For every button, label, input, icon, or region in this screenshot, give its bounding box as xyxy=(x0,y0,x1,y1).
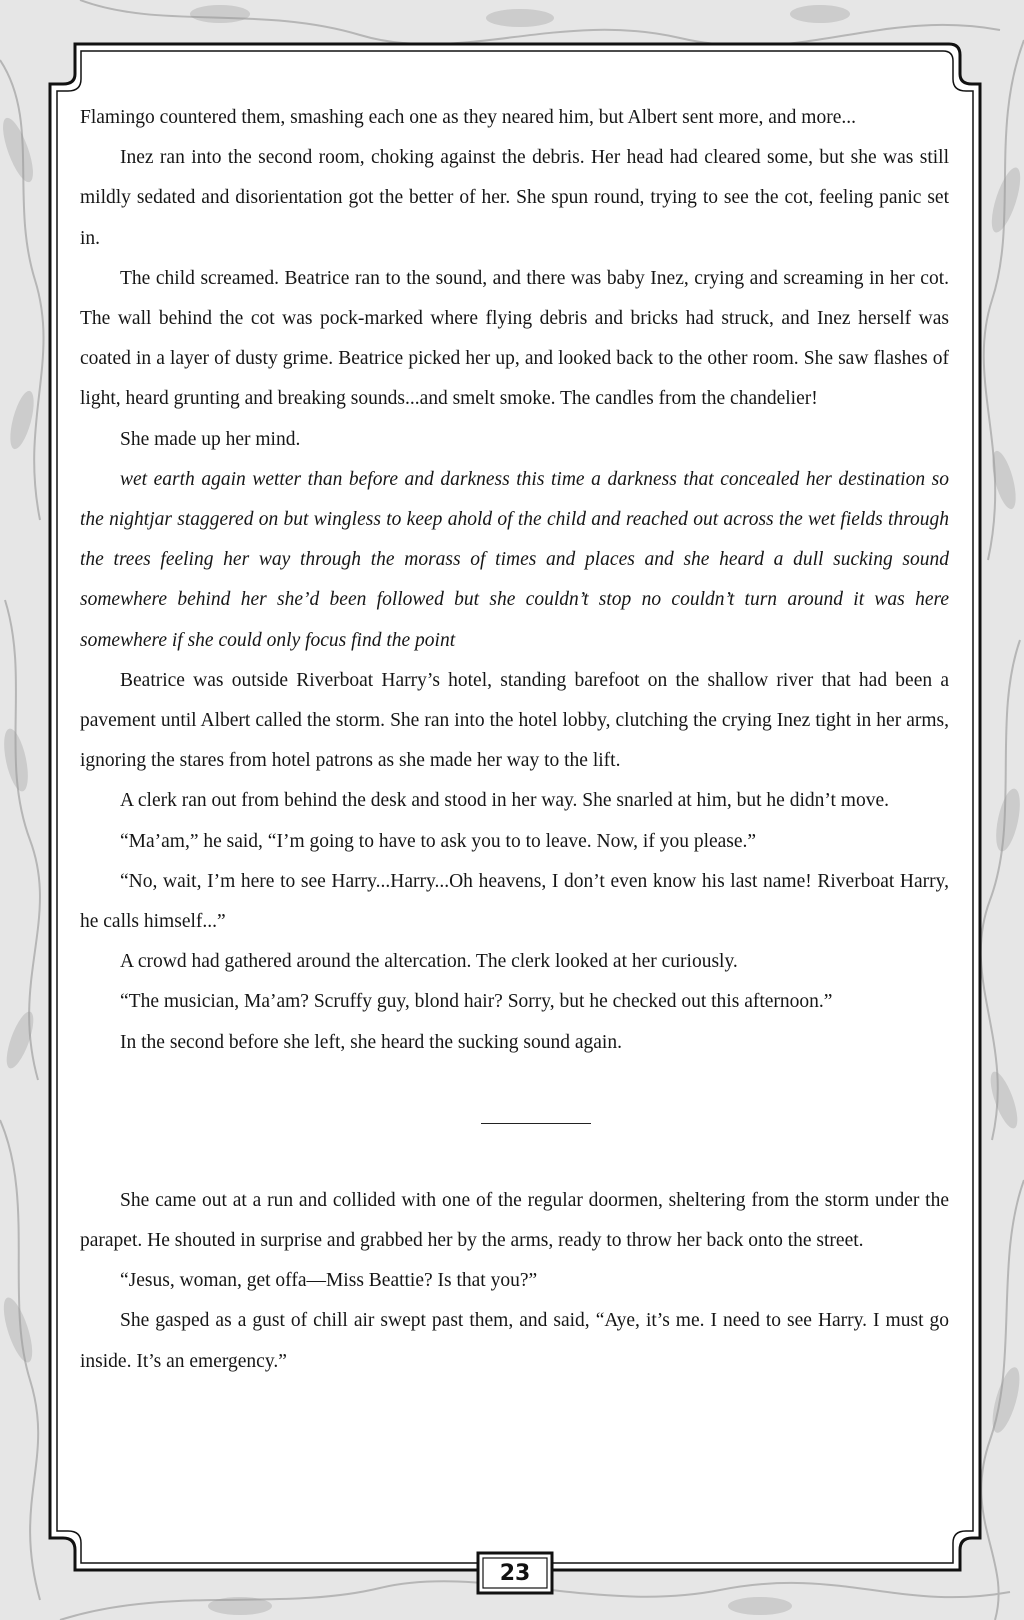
paragraph: “No, wait, I’m here to see Harry...Harry...Oh heavens, I don’t even know his last name! Riverboat Harry, he calls himself...” xyxy=(80,870,949,933)
paragraph: She made up her mind. xyxy=(120,428,301,450)
paragraph: “The musician, Ma’am? Scruffy guy, blond hair? Sorry, but he checked out this afternoon.” xyxy=(120,991,833,1013)
story-text xyxy=(80,98,949,1382)
paragraphs-before-break xyxy=(80,98,949,1063)
paragraph: Flamingo countered them, smashing each one as they neared him, but Albert sent more, and more... xyxy=(80,107,857,128)
paragraph: Inez ran into the second room, choking against the debris. Her head had cleared some, but she was still mildly sedated and disorientation got the better of her. She spun round, trying to see the cot, feeling panic set in. xyxy=(80,147,949,249)
paragraph: Beatrice was outside Riverboat Harry’s hotel, standing barefoot on the shallow river that had been a pavement until Albert called the storm. She ran into the hotel lobby, clutching the crying Inez tight in her arms, ignoring the stares from hotel patrons as she made her way to the lift. xyxy=(80,669,949,772)
paragraph: She came out at a run and collided with one of the regular doormen, sheltering from the storm under the parapet. He shouted in surprise and grabbed her by the arms, ready to throw her back onto the street. xyxy=(80,1189,949,1252)
paragraph: She gasped as a gust of chill air swept past them, and said, “Aye, it’s me. I need to see Harry. I must go inside. It’s an emergency.” xyxy=(80,1310,949,1372)
scene-break xyxy=(80,1063,949,1181)
paragraph: The child screamed. Beatrice ran to the sound, and there was baby Inez, crying and screaming in her cot. The wall behind the cot was pock-marked where flying debris and bricks had struck, and Inez herself was coated in a layer of dusty grime. Beatrice picked her up, and looked back to the other room. She saw flashes of light, heard grunting and breaking sounds...and smelt smoke. The candles from the chandelier! xyxy=(80,267,949,410)
paragraph: A crowd had gathered around the altercation. The clerk looked at her curiously. xyxy=(120,951,738,973)
paragraphs-after-break xyxy=(80,1181,949,1382)
paragraph: wet earth again wetter than before and darkness this time a darkness that concealed her destination so the nightjar staggered on but wingless to keep ahold of the child and reached out across the wet fields through the trees feeling her way through the morass of times and places and she heard a dull sucking sound somewhere behind her she’d been followed but she couldn’t stop no couldn’t turn around it was here somewhere if she could only focus find the point xyxy=(80,468,949,651)
paragraph: “Ma’am,” he said, “I’m going to have to ask you to to leave. Now, if you please.” xyxy=(120,830,757,852)
scene-break-rule xyxy=(481,1123,591,1124)
page-number: 23 xyxy=(499,1560,531,1586)
paragraph: “Jesus, woman, get offa—Miss Beattie? Is that you?” xyxy=(120,1270,538,1292)
paragraph: A clerk ran out from behind the desk and stood in her way. She snarled at him, but he didn’t move. xyxy=(120,790,890,812)
paragraph: In the second before she left, she heard the sucking sound again. xyxy=(120,1031,622,1053)
